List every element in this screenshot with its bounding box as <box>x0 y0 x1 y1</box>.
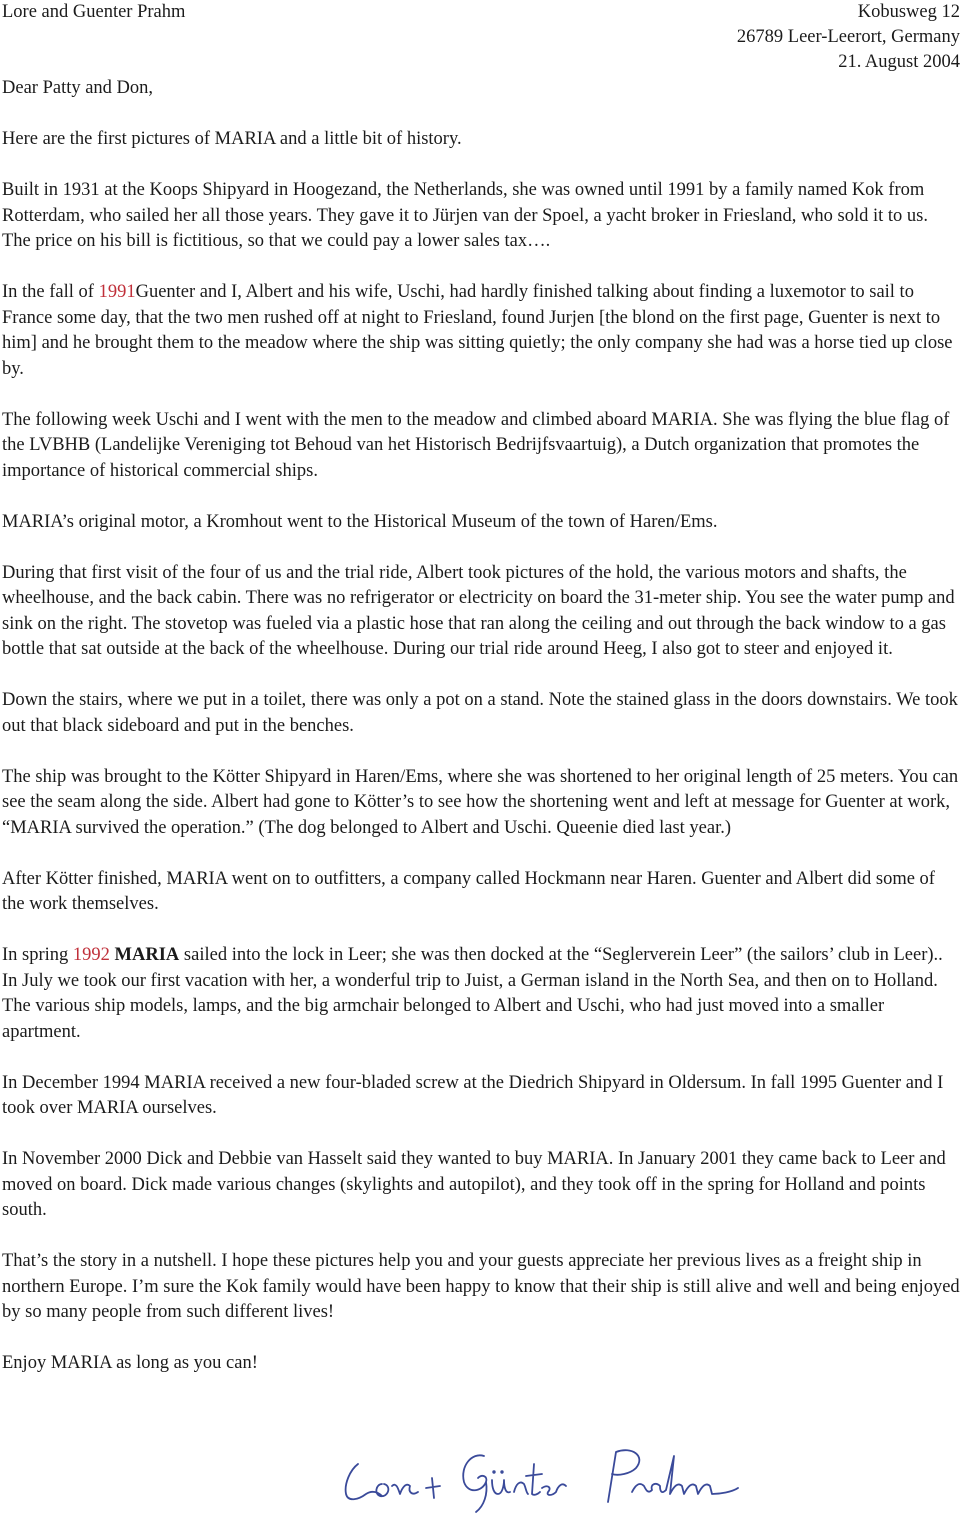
paragraph-fall-1991-rest: Guenter and I, Albert and his wife, Uschi, had hardly finished talking about finding a luxemotor to sail to France some day, that the two men rushed off at night to Friesland, found Jurjen [the blond on the first page, Guenter is next to him] and he brought them to the meadow where the ship was sitting quietly; the only company she had was a horse tied up close by. <box>2 282 953 379</box>
sender-address-block <box>737 0 960 75</box>
paragraph-intro: Here are the first pictures of MARIA and a little bit of history. <box>2 129 462 149</box>
paragraph-december-1994: In December 1994 MARIA received a new four-bladed screw at the Diedrich Shipyard in Oldersum. In fall 1995 Guenter and I took over MARIA ourselves. <box>2 1072 944 1118</box>
letter-body <box>2 76 960 1402</box>
closing-line: Enjoy MARIA as long as you can! <box>2 1353 258 1373</box>
paragraph-stairs: Down the stairs, where we put in a toilet, there was only a pot on a stand. Note the stained glass in the doors downstairs. We took out that black sideboard and put in the benches. <box>2 690 958 736</box>
paragraph-fall-1991-lead: In the fall of <box>2 282 99 302</box>
year-1991: 1991 <box>98 282 136 302</box>
paragraph-kotter-shipyard: The ship was brought to the Kötter Shipyard in Haren/Ems, where she was shortened to her original length of 25 meters. You can see the seam along the side. Albert had gone to Kötter’s to see how the shortening went and left at message for Guenter at work, “MARIA survived the operation.” (The dog belonged to Albert and Uschi. Queenie died last year.) <box>2 766 959 838</box>
paragraph-nutshell: That’s the story in a nutshell. I hope these pictures help you and your guests appreciate her previous lives as a freight ship in northern Europe. I’m sure the Kok family would have been happy to know that their ship is still alive and well and being enjoyed by so many people from such different lives! <box>2 1251 960 1322</box>
paragraph-first-visit: During that first visit of the four of us and the trial ride, Albert took pictures of the hold, the various motors and shafts, the wheelhouse, and the back cabin. There was no refrigerator or electricity on board the 31-meter ship. You see the water pump and sink on the right. The stovetop was fueled via a plastic hose that ran along the ceiling and out through the back window to a gas bottle that sat outside at the back of the wheelhouse. During our trial ride around Heeg, I also got to steer and enjoyed it. <box>2 562 955 659</box>
paragraph-built: Built in 1931 at the Koops Shipyard in Hoogezand, the Netherlands, she was owned until 1991 by a family named Kok from Rotterdam, who sailed her all those years. They gave it to Jürjen van der Spoel, a yacht broker in Friesland, who sold it to us. The price on his bill is fictitious, so that we could pay a lower sales tax…. <box>2 180 928 251</box>
sender-name: Lore and Guenter Prahm <box>2 2 186 22</box>
year-1992: 1992 <box>72 945 110 965</box>
salutation: Dear Patty and Don, <box>2 78 154 98</box>
ship-name-bold: MARIA <box>114 945 180 965</box>
letter-date: 21. August 2004 <box>838 52 960 72</box>
handwritten-signature <box>336 1436 756 1516</box>
paragraph-spring-1992-lead: In spring <box>2 945 73 965</box>
paragraph-original-motor: MARIA’s original motor, a Kromhout went to the Historical Museum of the town of Haren/Ems. <box>2 511 718 532</box>
paragraph-spring-1992 <box>2 943 960 1045</box>
paragraph-spring-1992-rest: sailed into the lock in Leer; she was then docked at the “Seglerverein Leer” (the sailors’ club in Leer).. In July we took our first vacation with her, a wonderful trip to Juist, a German island in the North Sea, and then on to Holland. The various ship models, lamps, and the big armchair belonged to Albert and Uschi, who had just moved into a smaller apartment. <box>2 945 943 1042</box>
paragraph-november-2000: In November 2000 Dick and Debbie van Hasselt said they wanted to buy MARIA. In January 2001 they came back to Leer and moved on board. Dick made various changes (skylights and autopilot), and they took off in the spring for Holland and points south. <box>2 1149 946 1220</box>
address-city: 26789 Leer-Leerort, Germany <box>736 27 960 47</box>
address-street: Kobusweg 12 <box>857 2 960 22</box>
paragraph-fall-1991 <box>2 280 960 382</box>
paragraph-outfitters: After Kötter finished, MARIA went on to outfitters, a company called Hockmann near Haren. Guenter and Albert did some of the work themselves. <box>2 868 935 914</box>
paragraph-following-week: The following week Uschi and I went with the men to the meadow and climbed aboard MARIA. She was flying the blue flag of the LVBHB (Landelijke Vereniging tot Behoud van het Historisch Bedrijfsvaartuig), a Dutch organization that promotes the importance of historical commercial ships. <box>2 409 950 481</box>
